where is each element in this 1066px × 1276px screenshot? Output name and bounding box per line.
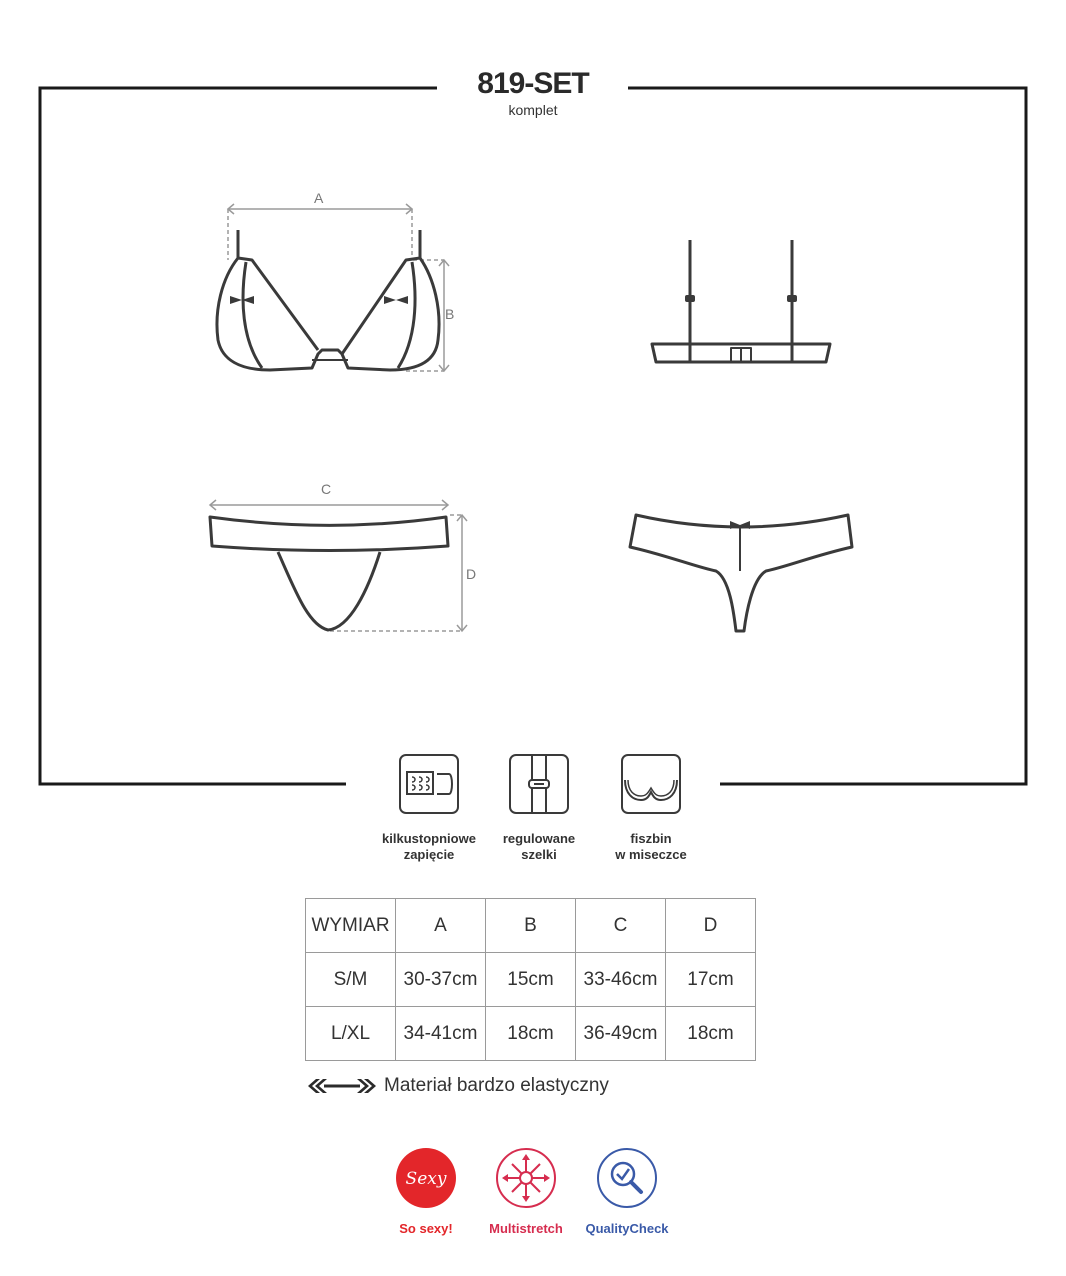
multi-hook-closure-icon (397, 752, 461, 816)
badge-label: So sexy! (399, 1221, 453, 1236)
table-cell: 17cm (666, 953, 756, 1007)
feature-adjustable-straps (474, 752, 604, 863)
panty-back-drawing (626, 505, 856, 637)
table-header-row (306, 899, 756, 953)
panty-front-drawing (200, 490, 480, 640)
product-title (433, 66, 633, 118)
table-cell: 34-41cm (396, 1007, 486, 1061)
dimension-b-label: B (445, 306, 455, 322)
table-cell: 30-37cm (396, 953, 486, 1007)
bra-front-drawing (200, 200, 470, 390)
feature-label-line1: kilkustopniowe (382, 831, 476, 846)
table-row (306, 953, 756, 1007)
material-note-text: Materiał bardzo elastyczny (384, 1075, 609, 1096)
table-cell: S/M (306, 953, 396, 1007)
size-table (305, 898, 756, 1061)
table-cell: L/XL (306, 1007, 396, 1061)
feature-label-line1: fiszbin (630, 831, 672, 846)
product-subtitle: komplet (508, 102, 558, 118)
table-header-cell: A (396, 899, 486, 953)
table-header-cell: D (666, 899, 756, 953)
table-cell: 15cm (486, 953, 576, 1007)
multistretch-badge-icon (494, 1146, 558, 1210)
feature-underwire-cup (586, 752, 716, 863)
table-cell: 33-46cm (576, 953, 666, 1007)
material-note (306, 1074, 609, 1098)
badge-label: Multistretch (489, 1221, 563, 1236)
stretch-arrows-icon (306, 1076, 378, 1096)
table-cell: 18cm (666, 1007, 756, 1061)
table-cell: 18cm (486, 1007, 576, 1061)
bra-back-drawing (640, 230, 840, 370)
feature-label-line1: regulowane (502, 831, 576, 846)
sexy-badge-icon (394, 1146, 458, 1210)
table-cell: 36-49cm (576, 1007, 666, 1061)
table-header-cell: B (486, 899, 576, 953)
dimension-d-label: D (466, 566, 477, 582)
sexy-badge-inner-text: Sexy (405, 1169, 447, 1189)
feature-label-line2: szelki (521, 847, 557, 862)
qualitycheck-badge-icon (595, 1146, 659, 1210)
product-code: 819-SET (477, 67, 589, 100)
table-header-cell: C (576, 899, 666, 953)
table-header-cell: WYMIAR (306, 899, 396, 953)
adjustable-strap-icon (507, 752, 571, 816)
feature-label-line2: w miseczce (615, 847, 687, 862)
dimension-a-label: A (314, 190, 324, 206)
underwire-cup-icon (619, 752, 683, 816)
dimension-c-label: C (321, 481, 332, 497)
badge-label: QualityCheck (585, 1221, 669, 1236)
badge-qualitycheck (562, 1146, 692, 1236)
table-row (306, 1007, 756, 1061)
feature-label-line2: zapięcie (403, 847, 455, 862)
